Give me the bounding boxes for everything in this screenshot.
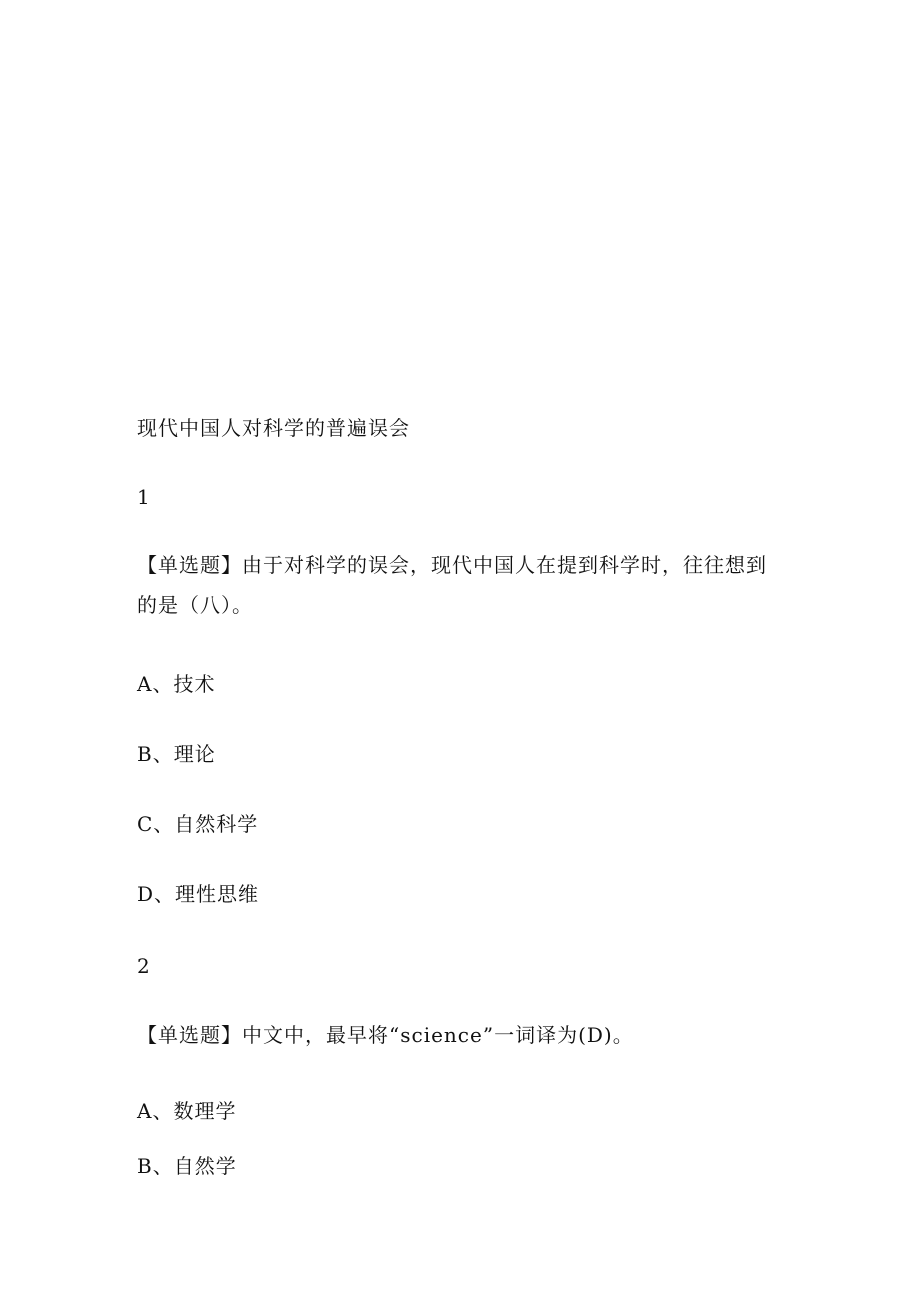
option-b: B、理论 (137, 742, 216, 766)
option-b: B、自然学 (137, 1154, 237, 1178)
question-number: 2 (137, 954, 151, 978)
question-stem: 【单选题】中文中，最早将“science”一词译为(D)。 (137, 1023, 634, 1047)
question-stem: 【单选题】由于对科学的误会，现代中国人在提到科学时，往往想到的是（八）。 (137, 553, 767, 617)
document-title: 现代中国人对科学的普遍误会 (137, 416, 410, 440)
option-a: A、技术 (137, 672, 216, 696)
option-d: D、理性思维 (137, 882, 260, 906)
option-a: A、数理学 (137, 1099, 237, 1123)
question-number: 1 (137, 485, 151, 509)
option-c: C、自然科学 (137, 812, 259, 836)
